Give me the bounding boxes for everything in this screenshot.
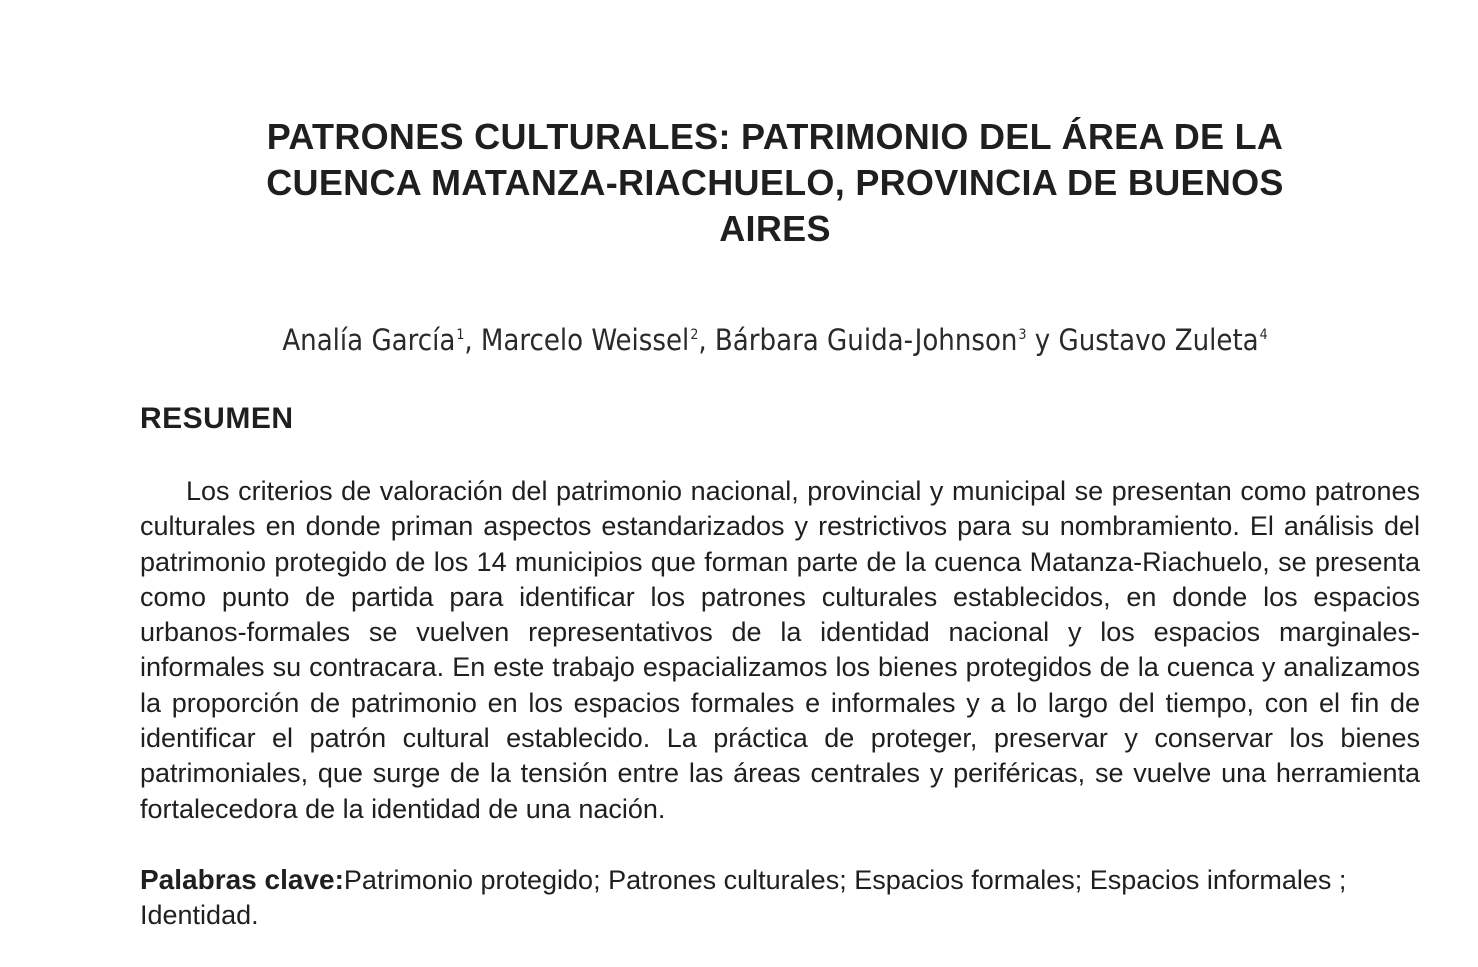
author-separator: , — [698, 323, 715, 357]
author-name: Gustavo Zuleta — [1058, 323, 1259, 357]
keywords-label: Palabras clave: — [140, 864, 344, 895]
author-affiliation-marker: 3 — [1018, 327, 1027, 344]
abstract-heading: RESUMEN — [140, 402, 294, 435]
author-affiliation-marker: 2 — [690, 327, 699, 344]
abstract-body: Los criterios de valoración del patrimonio nacional, provincial y municipal se presentan como patrones culturales en donde priman aspectos estandarizados y restrictivos para su nombramiento. El análisis del patrimonio protegido de los 14 municipios que forman parte de la cuenca Matanza-Riachuelo, se presenta como punto de partida para identificar los patrones culturales establecidos, en donde los espacios urbanos-formales se vuelven representativos de la identidad nacional y los espacios marginales-informales su contracara. En este trabajo espacializamos los bienes protegidos de la cuenca y analizamos la proporción de patrimonio en los espacios formales e informales y a lo largo del tiempo, con el fin de identificar el patrón cultural establecido. La práctica de proteger, preservar y conservar los bienes patrimoniales, que surge de la tensión entre las áreas centrales y periféricas, se vuelve una herramienta fortalecedora de la identidad de una nación. — [140, 476, 1420, 824]
title-line-3: AIRES — [719, 208, 831, 249]
author-list — [150, 320, 1400, 360]
author-affiliation-marker: 4 — [1259, 327, 1268, 344]
title-line-2: CUENCA MATANZA-RIACHUELO, PROVINCIA DE BUENOS — [266, 162, 1284, 203]
author-affiliation-marker: 1 — [456, 327, 465, 344]
paper-title — [150, 114, 1400, 252]
keywords-text: Patrimonio protegido; Patrones culturales; Espacios formales; Espacios informales ; Identidad. — [140, 865, 1347, 931]
keywords — [140, 862, 1420, 934]
author-separator: , — [464, 323, 481, 357]
title-line-1: PATRONES CULTURALES: PATRIMONIO DEL ÁREA DE LA — [266, 116, 1284, 157]
author-separator: y — [1026, 323, 1059, 357]
author-name: Marcelo Weissel — [480, 323, 690, 357]
author-name: Bárbara Guida-Johnson — [714, 323, 1018, 357]
author-name: Analía García — [282, 323, 456, 357]
